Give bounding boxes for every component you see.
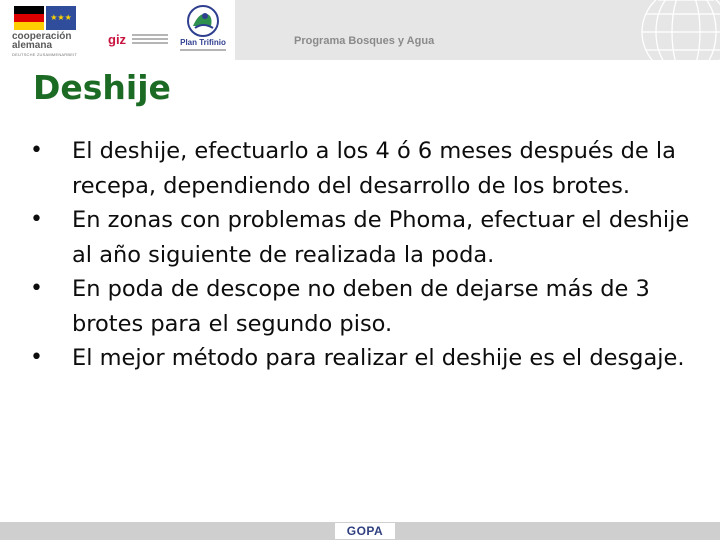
logo-panel (0, 0, 235, 60)
bullet-text: El mejor método para realizar el deshije es el desgaje. (72, 345, 685, 371)
plan-trifinio-logo (178, 4, 228, 56)
eu-flag-icon: ★★★ (46, 6, 76, 30)
trifinio-text: Plan Trifinio (180, 38, 226, 47)
program-title: Programa Bosques y Agua (294, 35, 435, 47)
bullet-item (30, 134, 690, 203)
bullet-dot-icon: • (30, 276, 43, 301)
cooperacion-subline: DEUTSCHE ZUSAMMENARBEIT (12, 52, 78, 57)
trifinio-subline (180, 49, 226, 51)
bullet-dot-icon: • (30, 345, 43, 370)
bullet-list (30, 134, 690, 376)
cooperacion-text: cooperación alemana (12, 31, 72, 51)
bullet-text: En zonas con problemas de Phoma, efectuar el deshije al año siguiente de realizada la poda. (72, 207, 690, 268)
globe-graphic-icon (624, 0, 720, 60)
header-bar (0, 0, 720, 60)
giz-small-print (132, 34, 168, 48)
bullet-text: En poda de descope no deben de dejarse más de 3 brotes para el segundo piso. (72, 276, 650, 337)
german-flag-icon (14, 6, 44, 30)
trifinio-emblem-icon (185, 4, 221, 38)
bullet-item (30, 272, 690, 341)
bullet-dot-icon: • (30, 207, 43, 232)
slide-title: Deshije (33, 68, 171, 107)
bullet-dot-icon: • (30, 138, 43, 163)
footer-bar (0, 522, 720, 540)
cooperacion-alemana-logo (12, 4, 104, 56)
bullet-text: El deshije, efectuarlo a los 4 ó 6 meses después de la recepa, dependiendo del desarrollo de los brotes. (72, 138, 676, 199)
bullet-item (30, 203, 690, 272)
giz-logo: giz (108, 32, 127, 47)
bullet-item (30, 341, 690, 376)
gopa-logo: GOPA (335, 523, 395, 539)
